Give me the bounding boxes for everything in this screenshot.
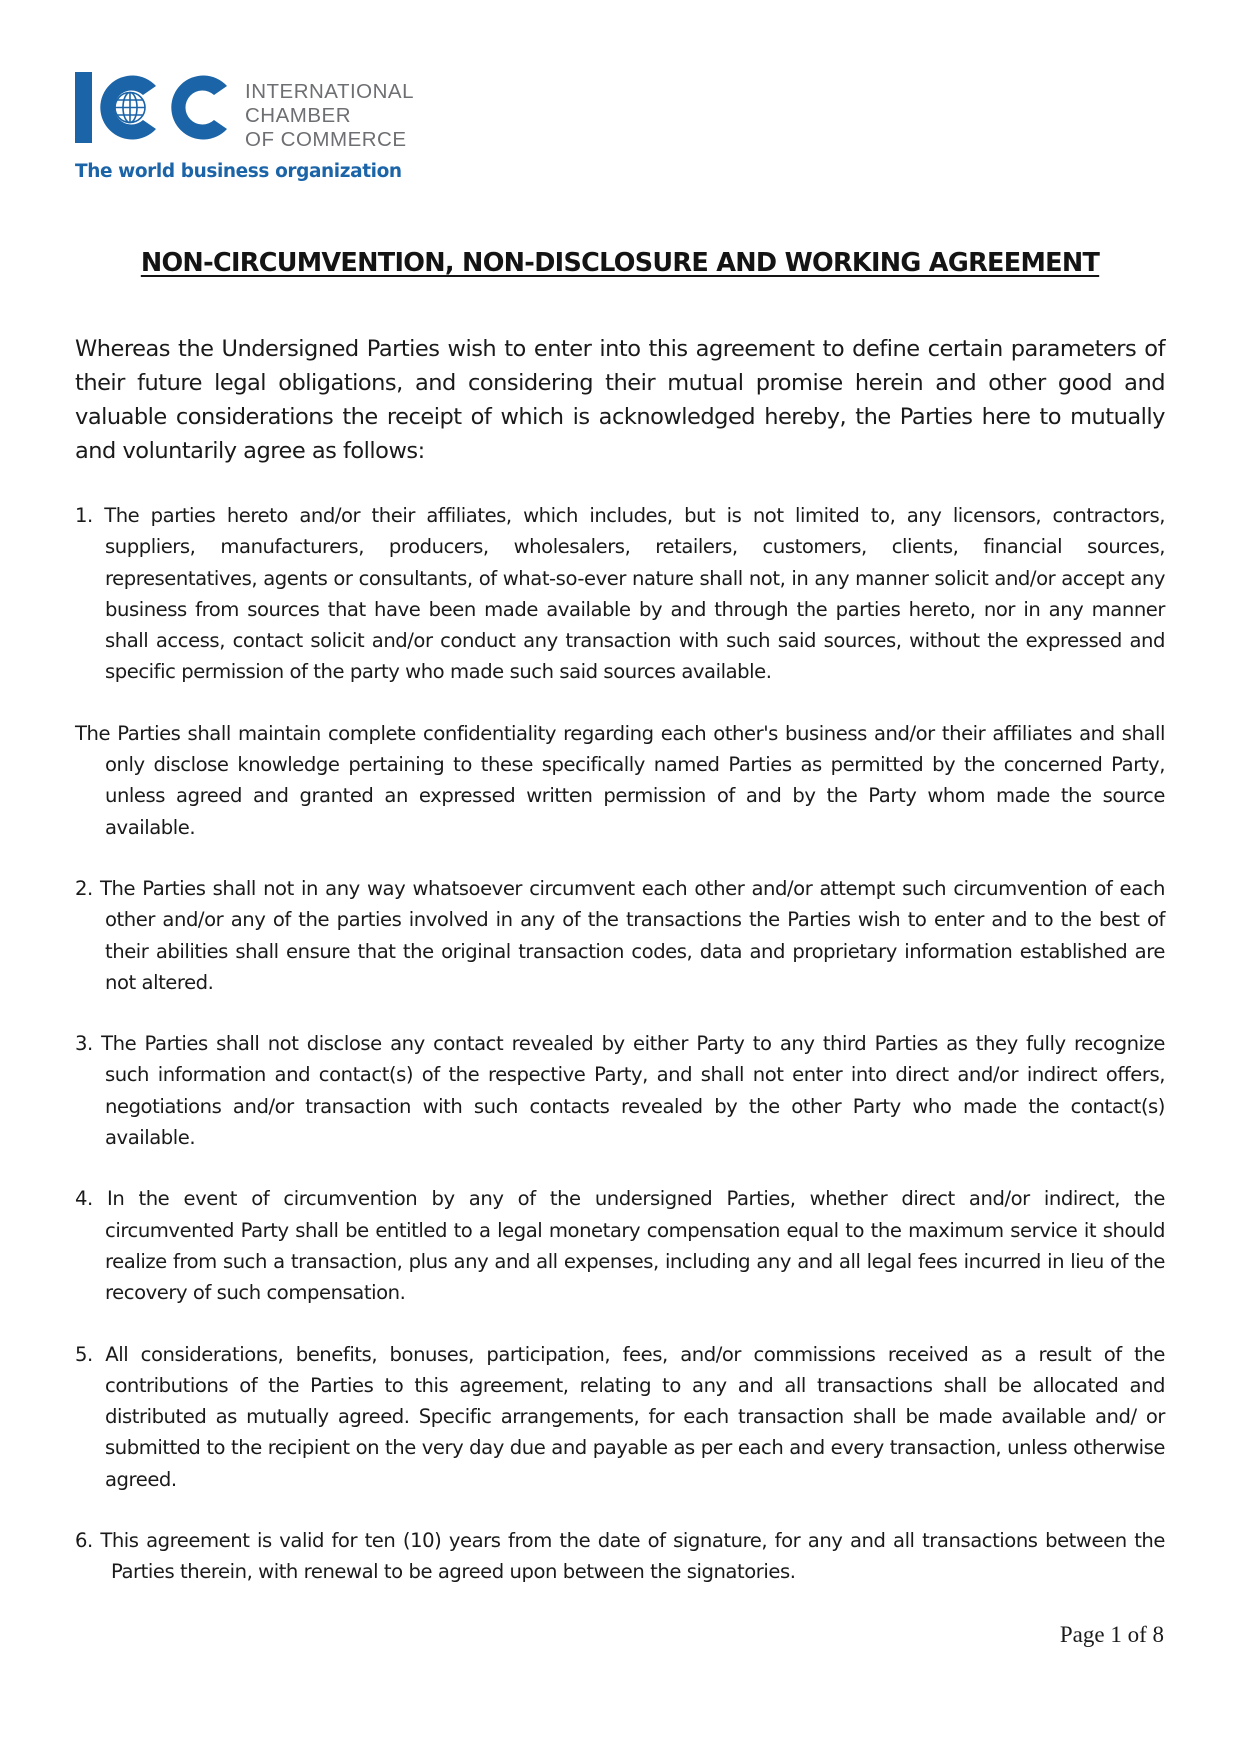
clause-4: 4. In the event of circumvention by any of the undersigned Parties, whether direct and/or indirect, the circumvented Party shall be entitled to a legal monetary compensation equal to the maximum service it should realize from such a transaction, plus any and all expenses, including any and all legal fees incurred in lieu of the recovery of such compensation. bbox=[75, 1187, 1165, 1305]
page-number: Page 1 of 8 bbox=[1059, 1622, 1164, 1647]
logo-organization-name bbox=[245, 80, 414, 152]
icc-logo bbox=[75, 72, 495, 190]
logo-org-line-3: OF COMMERCE bbox=[245, 128, 407, 151]
clause-1: 1. The parties hereto and/or their affiliates, which includes, but is not limited to, any licensors, contractors, suppliers, manufacturers, producers, wholesalers, retailers, customers, clients, financial sources, representatives, agents or consultants, of what-so-ever nature shall not, in any manner solicit and/or accept any business from sources that have been made available by and through the parties hereto, nor in any manner shall access, contact solicit and/or conduct any transaction with such said sources, without the expressed and specific permission of the party who made such said sources available. bbox=[75, 504, 1165, 684]
clause-6: 6. This agreement is valid for ten (10) years from the date of signature, for any and all transactions between the Parties therein, with renewal to be agreed upon between the signatories. bbox=[75, 1529, 1165, 1584]
clause-5: 5. All considerations, benefits, bonuses, participation, fees, and/or commissions received as a result of the contributions of the Parties to this agreement, relating to any and all transactions shall be allocated and distributed as mutually agreed. Specific arrangements, for each transaction shall be made available and/ or submitted to the recipient on the very day due and payable as per each and every transaction, unless otherwise agreed. bbox=[75, 1342, 1165, 1491]
clause-confidentiality: The Parties shall maintain complete confidentiality regarding each other's business and/or their affiliates and shall only disclose knowledge pertaining to these specifically named Parties as permitted by the concerned Party, unless agreed and granted an expressed written permission of and by the Party whom made the source available. bbox=[75, 721, 1165, 839]
document-title: NON-CIRCUMVENTION, NON-DISCLOSURE AND WORKING AGREEMENT bbox=[140, 248, 1100, 278]
logo-tagline: The world business organization bbox=[75, 161, 402, 182]
clause-2: 2. The Parties shall not in any way whatsoever circumvent each other and/or attempt such circumvention of each other and/or any of the parties involved in any of the transactions the Parties wish to enter and to the best of their abilities shall ensure that the original transaction codes, data and proprietary information established are not altered. bbox=[75, 876, 1165, 994]
icc-logo-mark bbox=[75, 72, 235, 144]
clause-3: 3. The Parties shall not disclose any contact revealed by either Party to any third Parties as they fully recognize such information and contact(s) of the respective Party, and shall not enter into direct and/or indirect offers, negotiations and/or transaction with such contacts revealed by the other Party who made the contact(s) available. bbox=[75, 1032, 1165, 1150]
logo-org-line-1: INTERNATIONAL bbox=[245, 80, 414, 103]
clause-list bbox=[75, 500, 1165, 1618]
logo-org-line-2: CHAMBER bbox=[245, 104, 352, 127]
intro-paragraph: Whereas the Undersigned Parties wish to enter into this agreement to define certain parameters of their future legal obligations, and considering their mutual promise herein and other good and valuable considerations the receipt of which is acknowledged hereby, the Parties here to mutually and voluntarily agree as follows: bbox=[75, 336, 1165, 464]
